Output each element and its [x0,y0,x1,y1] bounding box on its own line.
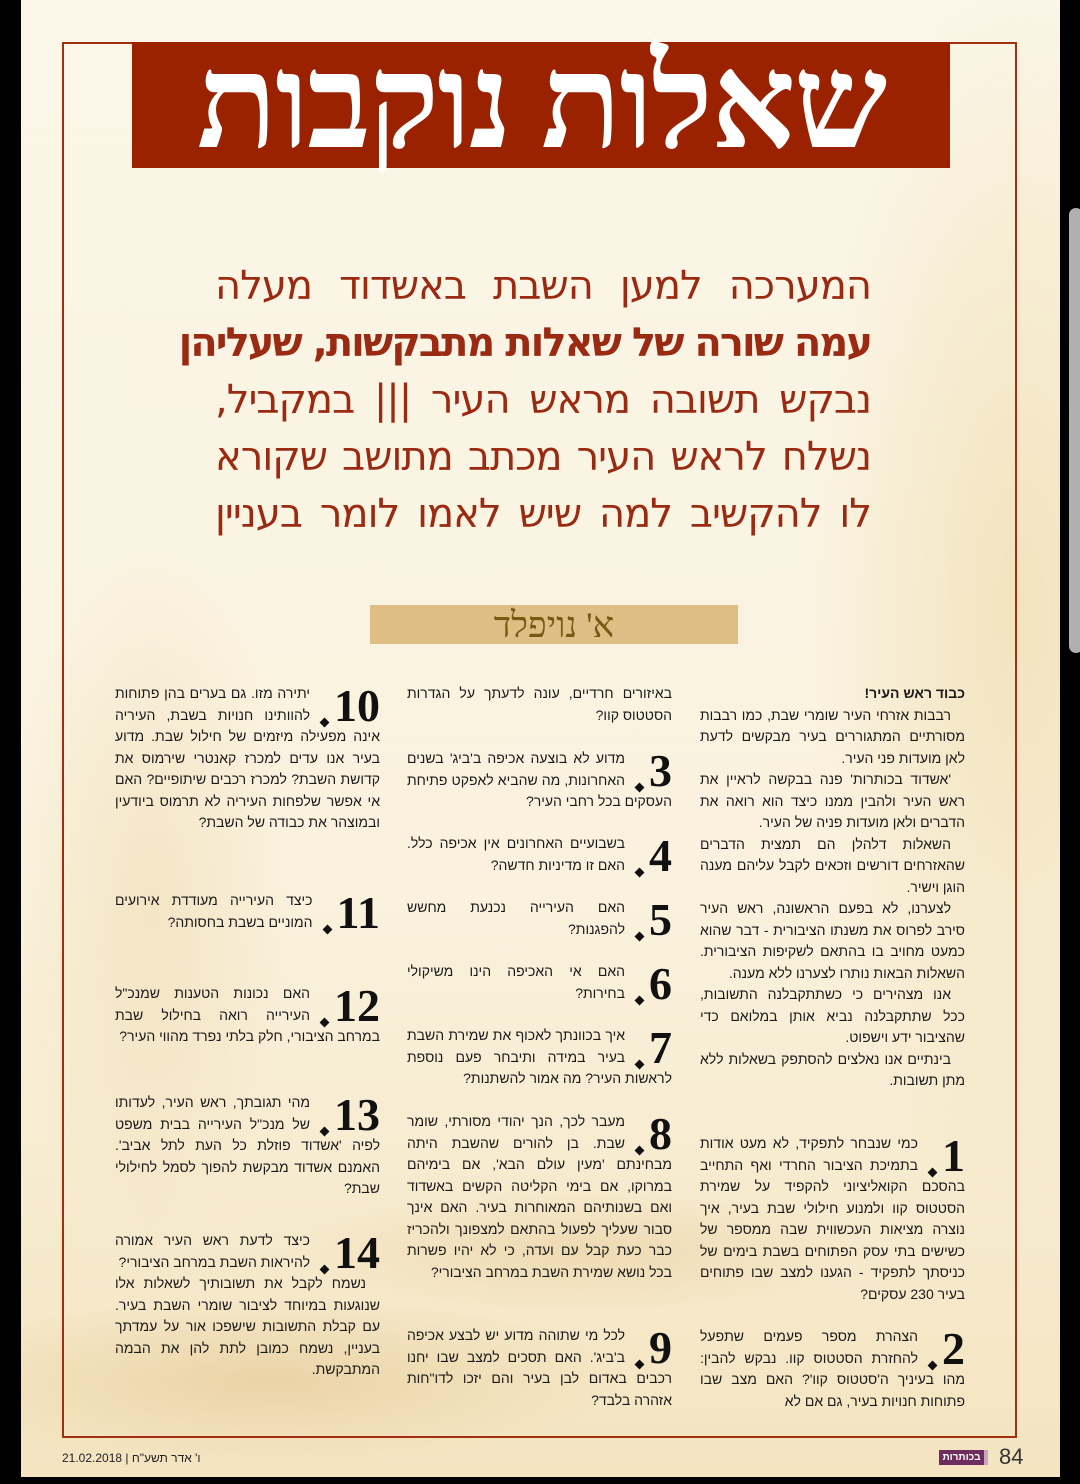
question-number-text: 6 [649,958,672,1009]
question-text: לכל מי שתוהה מדוע יש לבצע אכיפה ב'ביג'. האם תסכים למצב שבו יחנו רכבים באדום לבן בעיר והם יזכו לדו"חות אזהרה בלבד? [407,1327,672,1408]
article-subtitle [178,258,871,543]
question-number-text: 14 [334,1227,380,1278]
question-item [700,1323,965,1412]
question-text: מדוע לא בוצעה אכיפה ב'ביג' בשנים האחרונות, מה שהביא לאפקט פתיחת העסקים בכל רחבי העיר? [407,750,672,809]
magazine-logo: בכותרות [939,1450,988,1465]
footer-date: 21.02.2018 [62,1451,123,1465]
question-item [407,745,672,813]
question-item [115,1089,380,1200]
byline-banner [370,605,738,644]
bullet-dot-icon [928,1168,938,1178]
footer-hebrew-date: ו' אדר תשע"ח [131,1451,201,1465]
question-item [407,830,672,881]
question-continuation [407,683,672,726]
subtitle-line: עמה שורה של שאלות מתבקשות, שעליהן [178,320,871,366]
question-number-text: 10 [334,680,380,731]
subtitle-line: לו להקשיב למה שיש לאמו לומר בעניין [215,491,871,537]
intro-section [700,683,965,1092]
question-text: איך בכוונתך לאכוף את שמירת השבת בעיר במידה ותיבחר פעם נוספת לראשות העיר? מה אמור להשתנות? [407,1027,672,1086]
magazine-page [21,0,1060,1477]
question-text: כיצד לדעת ראש העיר אמורה להיראות השבת במרחב הציבורי? [115,1232,310,1270]
page-number: 84 [999,1444,1024,1469]
question-text: יתירה מזו. גם בערים בהן פתוחות להוותינו חנויות בשבת, העיריה אינה מפעילה מיזמים של חילול שבת. מדוע בעיר אנו עדים למכרז קאנטרי שירמוס את קדושת השבת? למכרז רכבים שיתופיים? האם אי אפשר שלפחות העיריה לא תרמוס ביודעין ובמוצהר את כבודה של השבת? [115,685,380,830]
bullet-dot-icon [320,718,330,728]
question-number-text: 8 [649,1108,672,1159]
bullet-dot-icon [635,1360,645,1370]
question-item [115,980,380,1048]
bullet-dot-icon [320,1018,330,1028]
question-number [320,1227,380,1278]
question-text: האם נכונות הטענות שמנכ"ל העירייה רואה בחילול שבת במרחב הציבורי, חלק בלתי נפרד מהווי העיר? [115,985,380,1044]
question-number [635,1108,672,1159]
question-number-text: 1 [942,1130,965,1181]
question-item [407,1322,672,1411]
question-text: מהי תגובתך, ראש העיר, לעדותו של מנכ"ל העירייה בבית משפט לפיה 'אשדוד פוזלת כל העת לתל אביב'. האמנם אשדוד מבקשת להפוך לסמל לחילולי שבת? [115,1094,380,1196]
intro-paragraph: בינתיים אנו נאלצים להסתפק בשאלות ללא מתן תשובות. [700,1050,965,1088]
question-item [115,680,380,834]
question-number [635,958,672,1009]
question-item [700,1130,965,1305]
question-number-text: 5 [649,894,672,945]
question-number-text: 2 [942,1323,965,1374]
bullet-dot-icon [635,996,645,1006]
bullet-dot-icon [928,1361,938,1371]
question-text: כיצד העירייה מעודדת אירועים המוניים בשבת בחסותה? [115,892,313,930]
question-number-text: 12 [334,980,380,1031]
question-number [635,894,672,945]
subtitle-line: המערכה למען השבת באשדוד מעלה [215,263,871,309]
question-number-text: 11 [336,887,380,938]
question-item [115,887,380,938]
question-number [323,887,380,938]
closing-paragraph: נשמח לקבל את תשובותיך לשאלות אלו שנוגעות במיוחד לציבור שומרי השבת בעיר. עם קבלת התשובות שישפכו אור על עמדתך בעניין, נשמח כמובן לתת להן את הבמה המתבקשת. [115,1275,380,1377]
question-text-continued: באיזורים חרדיים, עונה לדעתך על הגדרות הסטטוס קוו? [407,685,672,723]
question-text: הצהרת מספר פעמים שתפעל להחזרת הסטטוס קוו. נבקש להבין: מהו בעיניך ה'סטטוס קוו'? האם מצב שבו פתוחות חנויות בעיר, גם אם לא [700,1328,965,1409]
question-item [407,1022,672,1090]
bullet-dot-icon [635,1060,645,1070]
question-number-text: 9 [649,1322,672,1373]
bullet-dot-icon [635,932,645,942]
intro-greeting: כבוד ראש העיר! [864,685,965,701]
question-item [407,958,672,1009]
intro-paragraph: לצערנו, לא בפעם הראשונה, ראש העיר סירב לפרוס את משנתו הציבורית - דבר שהוא כמעט מחויב בו בהתאם לשקיפות הציבורית. השאלות הבאות נותרו לצערנו ללא מענה. [700,900,965,981]
question-number [320,980,380,1031]
intro-paragraph: 'אשדוד בכותרות' פנה בבקשה לראיין את ראש העיר ולהבין ממנו כיצד הוא רואה את הדברים ולאן מועדות פניה של העיר. [700,771,965,830]
bullet-dot-icon [635,783,645,793]
question-number [635,830,672,881]
question-number [928,1323,965,1374]
question-item [407,1108,672,1283]
question-number [928,1130,965,1181]
question-number [635,1322,672,1373]
bullet-dot-icon [322,925,332,935]
scrollbar[interactable] [1069,208,1080,653]
intro-paragraph: השאלות דלהלן הם תמצית הדברים שהאזרחים דורשים וזכאים לקבל עליהם מענה הוגן וישיר. [700,835,965,895]
subtitle-line: נשלח לראש העיר מכתב מתושב שקורא [215,434,871,480]
title-banner [132,29,950,176]
question-text: כמי שנבחר לתפקיד, לא מעט אודות בתמיכת הציבור החרדי ואף התחייב בהסכם הקואליציוני להקפיד על שמירת הסטטוס קוו ולמנוע חילולי שבת בעיר, איך נוצרה מציאות העכשווית שבה ממספר של כשישים בתי עסק הפתוחים בשבת בימים של כניסתך לתפקיד - הגענו למצב שבו פתוחים בעיר 230 עסקים? [700,1135,965,1302]
question-number-text: 13 [334,1089,380,1140]
intro-paragraph: רבבות אזרחי העיר שומרי שבת, כמו רבבות מסורתיים המתגוררים בעיר מבקשים לדעת לאן מועדות פני העיר. [700,706,965,766]
question-text: בשבועיים האחרונים אין אכיפה כלל. האם זו מדיניות חדשה? [407,835,625,873]
page-title: שאלות נוקבות [196,29,886,176]
question-number-text: 3 [649,745,672,796]
bullet-dot-icon [635,1146,645,1156]
bullet-dot-icon [320,1265,330,1275]
footer-date-line [62,1451,201,1465]
question-number [320,680,380,731]
bullet-dot-icon [635,868,645,878]
question-number-text: 4 [649,830,672,881]
question-item [407,894,672,945]
question-text: מעבר לכך, הנך יהודי מסורתי, שומר שבת. בן להורים שהשבת היתה מבחינתם 'מעין עולם הבא', אם בימיהם במרוקו, אם בימי הקליטה הקשים באשדוד ואם בשנותיהם המאוחרות בעיר. האם אינך סבור שעליך לפעול בהתאם למצפונך ולהכריז כבר כעת קבל עם ועדה, כי לא יהיו פשרות בכל נושא שמירת השבת במרחב הציבורי? [407,1113,672,1280]
intro-paragraph: אנו מצהירים כי כשתתקבלנה התשובות, ככל שתתקבלנה נביא אותן במלואם כדי שהציבור ידע וישפוט. [700,986,965,1045]
question-text: האם אי האכיפה הינו משיקולי בחירות? [407,963,625,1001]
question-number [320,1089,380,1140]
author-byline: א' נויפלד [493,605,615,645]
subtitle-line: נבקש תשובה מראש העיר ||| במקביל, [215,377,871,423]
question-number-text: 7 [649,1022,672,1073]
question-number [635,1022,672,1073]
footer-separator: | [125,1451,129,1465]
bullet-dot-icon [320,1127,330,1137]
question-text: האם העירייה נכנעת מחשש להפגנות? [407,899,625,937]
question-item [115,1227,380,1381]
question-number [635,745,672,796]
